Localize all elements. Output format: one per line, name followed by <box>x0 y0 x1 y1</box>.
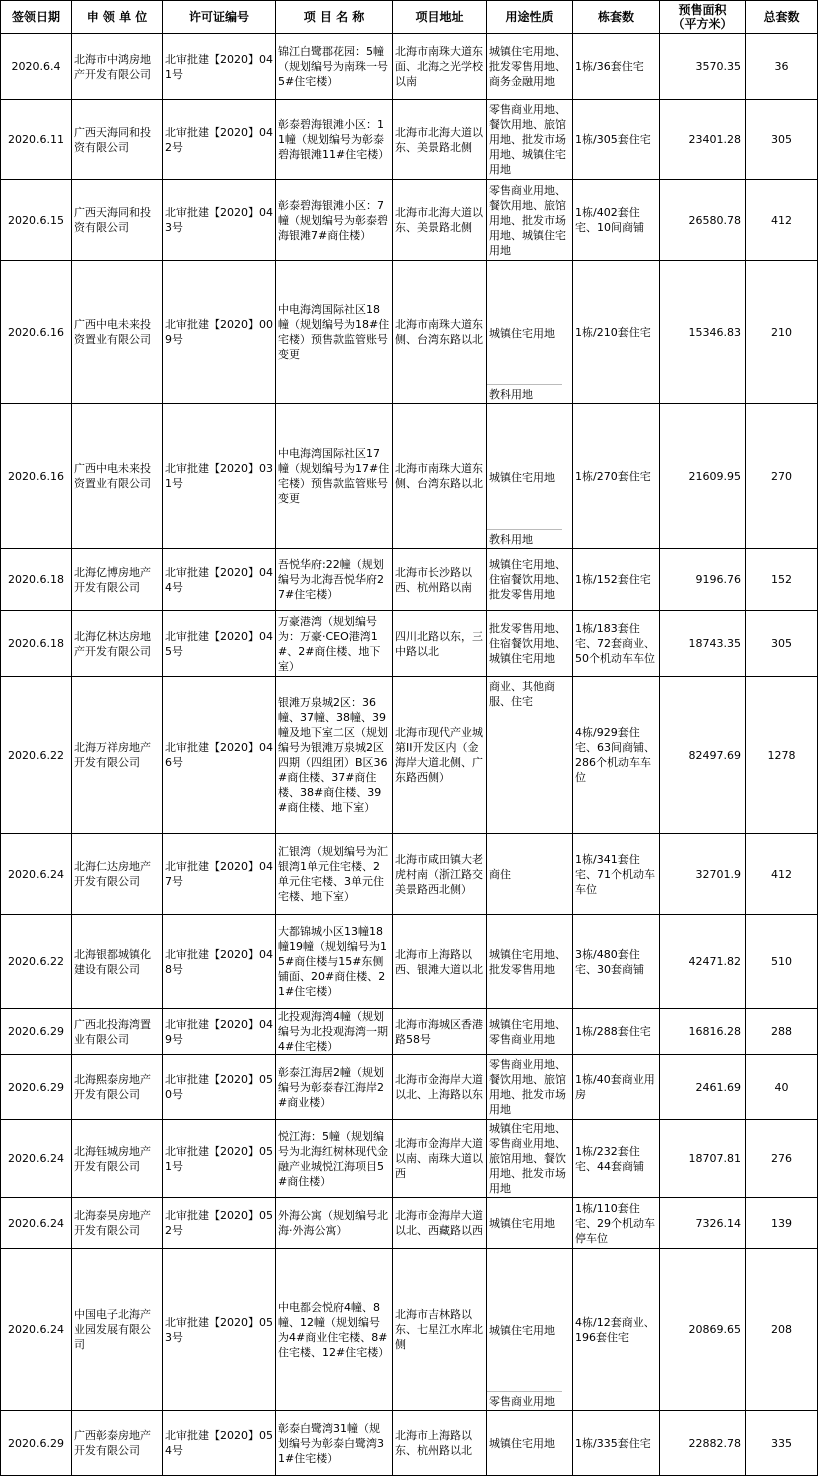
usage-text: 城镇住宅用地 <box>489 1436 555 1450</box>
cell-date: 2020.6.18 <box>1 549 72 611</box>
cell-units: 4栋/12套商业、196套住宅 <box>573 1249 660 1411</box>
cell-address: 北海市金海岸大道以北、西藏路以西 <box>393 1198 487 1249</box>
cell-usage <box>487 1411 573 1476</box>
cell-address: 北海市上海路以东、杭州路以北 <box>393 1411 487 1476</box>
usage-text: 城镇住宅用地、零售商业用地 <box>489 1017 566 1046</box>
cell-units: 1栋/36套住宅 <box>573 34 660 100</box>
usage-text: 零售商业用地、餐饮用地、旅馆用地、批发市场用地 <box>489 1058 566 1116</box>
header-project: 项 目 名 称 <box>276 1 393 34</box>
cell-area: 9196.76 <box>660 549 746 611</box>
cell-usage <box>487 34 573 100</box>
cell-address: 北海市金海岸大道以南、南珠大道以西 <box>393 1120 487 1198</box>
usage-text: 零售商业用地、餐饮用地、旅馆用地、批发市场用地、城镇住宅用地 <box>489 103 566 176</box>
cell-project: 银滩万泉城2区：36幢、37幢、38幢、39幢及地下室二区（规划编号为银滩万泉城2区四期（四组团）B区36#商住楼、37#商住楼、38#商住楼、39#商住楼、地下室） <box>276 677 393 834</box>
cell-address: 北海市南珠大道东侧、台湾东路以北 <box>393 404 487 549</box>
cell-usage <box>487 100 573 180</box>
table-row <box>1 834 818 915</box>
cell-project: 北投观海湾4幢（规划编号为北投观海湾一期4#住宅楼） <box>276 1009 393 1055</box>
cell-units: 3栋/480套住宅、30套商铺 <box>573 915 660 1009</box>
cell-units: 1栋/305套住宅 <box>573 100 660 180</box>
cell-project: 大都锦城小区13幢18幢19幢（规划编号为15#商住楼与15#东侧铺面、20#商住楼、21#住宅楼） <box>276 915 393 1009</box>
usage-text: 商住 <box>489 867 511 881</box>
usage-text: 城镇住宅用地 <box>489 1216 555 1230</box>
cell-unit: 北海泰昊房地产开发有限公司 <box>72 1198 163 1249</box>
usage-text: 城镇住宅用地、批发零售用地 <box>489 947 566 976</box>
cell-area: 21609.95 <box>660 404 746 549</box>
cell-permit: 北审批建【2020】052号 <box>163 1198 276 1249</box>
cell-usage <box>487 261 573 404</box>
table-row <box>1 261 818 404</box>
table-row <box>1 1009 818 1055</box>
cell-total: 412 <box>746 180 818 261</box>
cell-permit: 北审批建【2020】042号 <box>163 100 276 180</box>
cell-unit: 广西中电未来投资置业有限公司 <box>72 261 163 404</box>
cell-total: 412 <box>746 834 818 915</box>
cell-usage <box>487 404 573 549</box>
cell-area: 18743.35 <box>660 611 746 677</box>
cell-area: 23401.28 <box>660 100 746 180</box>
table-row <box>1 1055 818 1120</box>
cell-unit: 北海万祥房地产开发有限公司 <box>72 677 163 834</box>
header-units: 栋套数 <box>573 1 660 34</box>
table-row <box>1 100 818 180</box>
cell-date: 2020.6.24 <box>1 1120 72 1198</box>
table-row <box>1 915 818 1009</box>
cell-total: 152 <box>746 549 818 611</box>
cell-unit: 广西天海同和投资有限公司 <box>72 180 163 261</box>
cell-permit: 北审批建【2020】049号 <box>163 1009 276 1055</box>
usage-text: 城镇住宅用地、零售商业用地、旅馆用地、餐饮用地、批发市场用地 <box>489 1122 566 1195</box>
cell-permit: 北审批建【2020】009号 <box>163 261 276 404</box>
cell-permit: 北审批建【2020】046号 <box>163 677 276 834</box>
cell-units: 1栋/110套住宅、29个机动车停车位 <box>573 1198 660 1249</box>
usage-text: 城镇住宅用地 <box>489 470 555 484</box>
cell-date: 2020.6.29 <box>1 1411 72 1476</box>
header-address: 项目地址 <box>393 1 487 34</box>
cell-address: 北海市南珠大道东侧、台湾东路以北 <box>393 261 487 404</box>
cell-date: 2020.6.18 <box>1 611 72 677</box>
cell-units: 1栋/232套住宅、44套商铺 <box>573 1120 660 1198</box>
cell-permit: 北审批建【2020】045号 <box>163 611 276 677</box>
cell-unit: 广西彰泰房地产开发有限公司 <box>72 1411 163 1476</box>
cell-address: 北海市南珠大道东面、北海之光学校以南 <box>393 34 487 100</box>
cell-area: 3570.35 <box>660 34 746 100</box>
cell-total: 139 <box>746 1198 818 1249</box>
cell-total: 335 <box>746 1411 818 1476</box>
usage-text: 城镇住宅用地、住宿餐饮用地、批发零售用地 <box>489 558 566 601</box>
cell-permit: 北审批建【2020】044号 <box>163 549 276 611</box>
cell-project: 中电海湾国际社区17幢（规划编号为17#住宅楼）预售款监管账号变更 <box>276 404 393 549</box>
table-row <box>1 611 818 677</box>
cell-date: 2020.6.24 <box>1 834 72 915</box>
cell-unit: 广西北投海湾置业有限公司 <box>72 1009 163 1055</box>
usage-extra-text: 零售商业用地 <box>489 1394 570 1409</box>
usage-text: 商业、其他商服、住宅 <box>489 680 555 708</box>
cell-units: 1栋/40套商业用房 <box>573 1055 660 1120</box>
cell-project: 彰泰江海居2幢（规划编号为彰泰春江海岸2#商业楼） <box>276 1055 393 1120</box>
cell-date: 2020.6.4 <box>1 34 72 100</box>
cell-address: 北海市吉林路以东、七星江水库北侧 <box>393 1249 487 1411</box>
cell-units: 1栋/152套住宅 <box>573 549 660 611</box>
usage-extra-text: 教科用地 <box>489 532 570 547</box>
cell-date: 2020.6.24 <box>1 1198 72 1249</box>
cell-area: 82497.69 <box>660 677 746 834</box>
cell-area: 7326.14 <box>660 1198 746 1249</box>
cell-date: 2020.6.22 <box>1 915 72 1009</box>
usage-text: 零售商业用地、餐饮用地、旅馆用地、批发市场用地、城镇住宅用地 <box>489 183 566 257</box>
table-row <box>1 1120 818 1198</box>
cell-total: 270 <box>746 404 818 549</box>
cell-total: 276 <box>746 1120 818 1198</box>
usage-text: 城镇住宅用地 <box>489 326 555 340</box>
cell-project: 悦江海：5幢（规划编号为北海红树林现代金融产业城悦江海项目5#商住楼） <box>276 1120 393 1198</box>
cell-project: 中电海湾国际社区18幢（规划编号为18#住宅楼）预售款监管账号变更 <box>276 261 393 404</box>
cell-usage <box>487 1120 573 1198</box>
cell-project: 吾悦华府:22幢（规划编号为北海吾悦华府27#住宅楼） <box>276 549 393 611</box>
cell-units: 1栋/183套住宅、72套商业、50个机动车车位 <box>573 611 660 677</box>
header-area: 预售面积 （平方米） <box>660 1 746 34</box>
cell-units: 4栋/929套住宅、63间商铺、286个机动车车位 <box>573 677 660 834</box>
cell-area: 42471.82 <box>660 915 746 1009</box>
table-row <box>1 549 818 611</box>
header-total: 总套数 <box>746 1 818 34</box>
cell-unit: 中国电子北海产业园发展有限公司 <box>72 1249 163 1411</box>
cell-date: 2020.6.24 <box>1 1249 72 1411</box>
cell-permit: 北审批建【2020】031号 <box>163 404 276 549</box>
cell-usage <box>487 1009 573 1055</box>
cell-total: 510 <box>746 915 818 1009</box>
cell-unit: 北海钰城房地产开发有限公司 <box>72 1120 163 1198</box>
cell-project: 万豪港湾（规划编号为：万豪·CEO港湾1#、2#商住楼、地下室） <box>276 611 393 677</box>
cell-area: 22882.78 <box>660 1411 746 1476</box>
cell-project: 彰泰碧海银滩小区：11幢（规划编号为彰泰碧海银滩11#住宅楼） <box>276 100 393 180</box>
cell-usage <box>487 1055 573 1120</box>
header-usage: 用途性质 <box>487 1 573 34</box>
table-row <box>1 1411 818 1476</box>
cell-area: 32701.9 <box>660 834 746 915</box>
cell-total: 36 <box>746 34 818 100</box>
usage-extra-text: 教科用地 <box>489 387 570 402</box>
cell-address: 四川北路以东，三中路以北 <box>393 611 487 677</box>
cell-area: 2461.69 <box>660 1055 746 1120</box>
cell-project: 彰泰碧海银滩小区：7幢（规划编号为彰泰碧海银滩7#商住楼） <box>276 180 393 261</box>
cell-address: 北海市北海大道以东、美景路北侧 <box>393 100 487 180</box>
header-permit: 许可证编号 <box>163 1 276 34</box>
cell-total: 305 <box>746 100 818 180</box>
table-row <box>1 1198 818 1249</box>
cell-unit: 北海仁达房地产开发有限公司 <box>72 834 163 915</box>
cell-usage <box>487 1249 573 1411</box>
cell-project: 锦江白鹭郡花园：5幢（规划编号为南珠一号5#住宅楼） <box>276 34 393 100</box>
cell-project: 彰泰白鹭湾31幢（规划编号为彰泰白鹭湾31#住宅楼） <box>276 1411 393 1476</box>
table-row <box>1 677 818 834</box>
cell-area: 18707.81 <box>660 1120 746 1198</box>
cell-permit: 北审批建【2020】054号 <box>163 1411 276 1476</box>
cell-address: 北海市北海大道以东、美景路北侧 <box>393 180 487 261</box>
cell-address: 北海市长沙路以西、杭州路以南 <box>393 549 487 611</box>
usage-text: 城镇住宅用地、批发零售用地、商务金融用地 <box>489 45 566 88</box>
cell-address: 北海市海城区香港路58号 <box>393 1009 487 1055</box>
cell-total: 208 <box>746 1249 818 1411</box>
cell-project: 汇银湾（规划编号为汇银湾1单元住宅楼、2单元住宅楼、3单元住宅楼、地下室） <box>276 834 393 915</box>
cell-project: 外海公寓（规划编号北海·外海公寓） <box>276 1198 393 1249</box>
cell-permit: 北审批建【2020】041号 <box>163 34 276 100</box>
cell-unit: 北海熙泰房地产开发有限公司 <box>72 1055 163 1120</box>
cell-area: 20869.65 <box>660 1249 746 1411</box>
cell-permit: 北审批建【2020】047号 <box>163 834 276 915</box>
table-row <box>1 404 818 549</box>
cell-project: 中电都会悦府4幢、8幢、12幢（规划编号为4#商业住宅楼、8#住宅楼、12#住宅楼） <box>276 1249 393 1411</box>
cell-date: 2020.6.11 <box>1 100 72 180</box>
cell-units: 1栋/210套住宅 <box>573 261 660 404</box>
cell-address: 北海市上海路以西、银滩大道以北 <box>393 915 487 1009</box>
table-row <box>1 34 818 100</box>
header-date: 签领日期 <box>1 1 72 34</box>
cell-usage <box>487 611 573 677</box>
table-row <box>1 180 818 261</box>
cell-unit: 北海银都城镇化建设有限公司 <box>72 915 163 1009</box>
cell-units: 1栋/341套住宅、71个机动车车位 <box>573 834 660 915</box>
cell-units: 1栋/335套住宅 <box>573 1411 660 1476</box>
cell-date: 2020.6.22 <box>1 677 72 834</box>
cell-unit: 北海亿林达房地产开发有限公司 <box>72 611 163 677</box>
table-row <box>1 1249 818 1411</box>
cell-total: 210 <box>746 261 818 404</box>
cell-permit: 北审批建【2020】051号 <box>163 1120 276 1198</box>
cell-usage <box>487 549 573 611</box>
cell-permit: 北审批建【2020】048号 <box>163 915 276 1009</box>
cell-area: 15346.83 <box>660 261 746 404</box>
cell-total: 40 <box>746 1055 818 1120</box>
cell-permit: 北审批建【2020】050号 <box>163 1055 276 1120</box>
cell-total: 1278 <box>746 677 818 834</box>
cell-address: 北海市现代产业城第II开发区内（金海岸大道北侧、广东路西侧） <box>393 677 487 834</box>
cell-address: 北海市咸田镇大老虎村南（浙江路交美景路西北侧） <box>393 834 487 915</box>
usage-text: 批发零售用地、住宿餐饮用地、城镇住宅用地 <box>489 622 566 665</box>
cell-usage <box>487 915 573 1009</box>
cell-usage <box>487 834 573 915</box>
cell-unit: 广西中电未来投资置业有限公司 <box>72 404 163 549</box>
cell-area: 16816.28 <box>660 1009 746 1055</box>
header-unit: 申 领 单 位 <box>72 1 163 34</box>
cell-date: 2020.6.29 <box>1 1009 72 1055</box>
cell-address: 北海市金海岸大道以北、上海路以东 <box>393 1055 487 1120</box>
cell-units: 1栋/270套住宅 <box>573 404 660 549</box>
cell-units: 1栋/402套住宅、10间商铺 <box>573 180 660 261</box>
cell-unit: 广西天海同和投资有限公司 <box>72 100 163 180</box>
cell-total: 305 <box>746 611 818 677</box>
cell-date: 2020.6.29 <box>1 1055 72 1120</box>
cell-usage <box>487 1198 573 1249</box>
cell-usage <box>487 180 573 261</box>
cell-permit: 北审批建【2020】043号 <box>163 180 276 261</box>
cell-unit: 北海亿博房地产开发有限公司 <box>72 549 163 611</box>
cell-permit: 北审批建【2020】053号 <box>163 1249 276 1411</box>
cell-date: 2020.6.16 <box>1 404 72 549</box>
cell-units: 1栋/288套住宅 <box>573 1009 660 1055</box>
cell-area: 26580.78 <box>660 180 746 261</box>
table-header-row <box>1 1 818 34</box>
cell-unit: 北海市中鸿房地产开发有限公司 <box>72 34 163 100</box>
usage-text: 城镇住宅用地 <box>489 1324 555 1337</box>
cell-total: 288 <box>746 1009 818 1055</box>
cell-date: 2020.6.16 <box>1 261 72 404</box>
cell-date: 2020.6.15 <box>1 180 72 261</box>
cell-usage <box>487 677 573 834</box>
